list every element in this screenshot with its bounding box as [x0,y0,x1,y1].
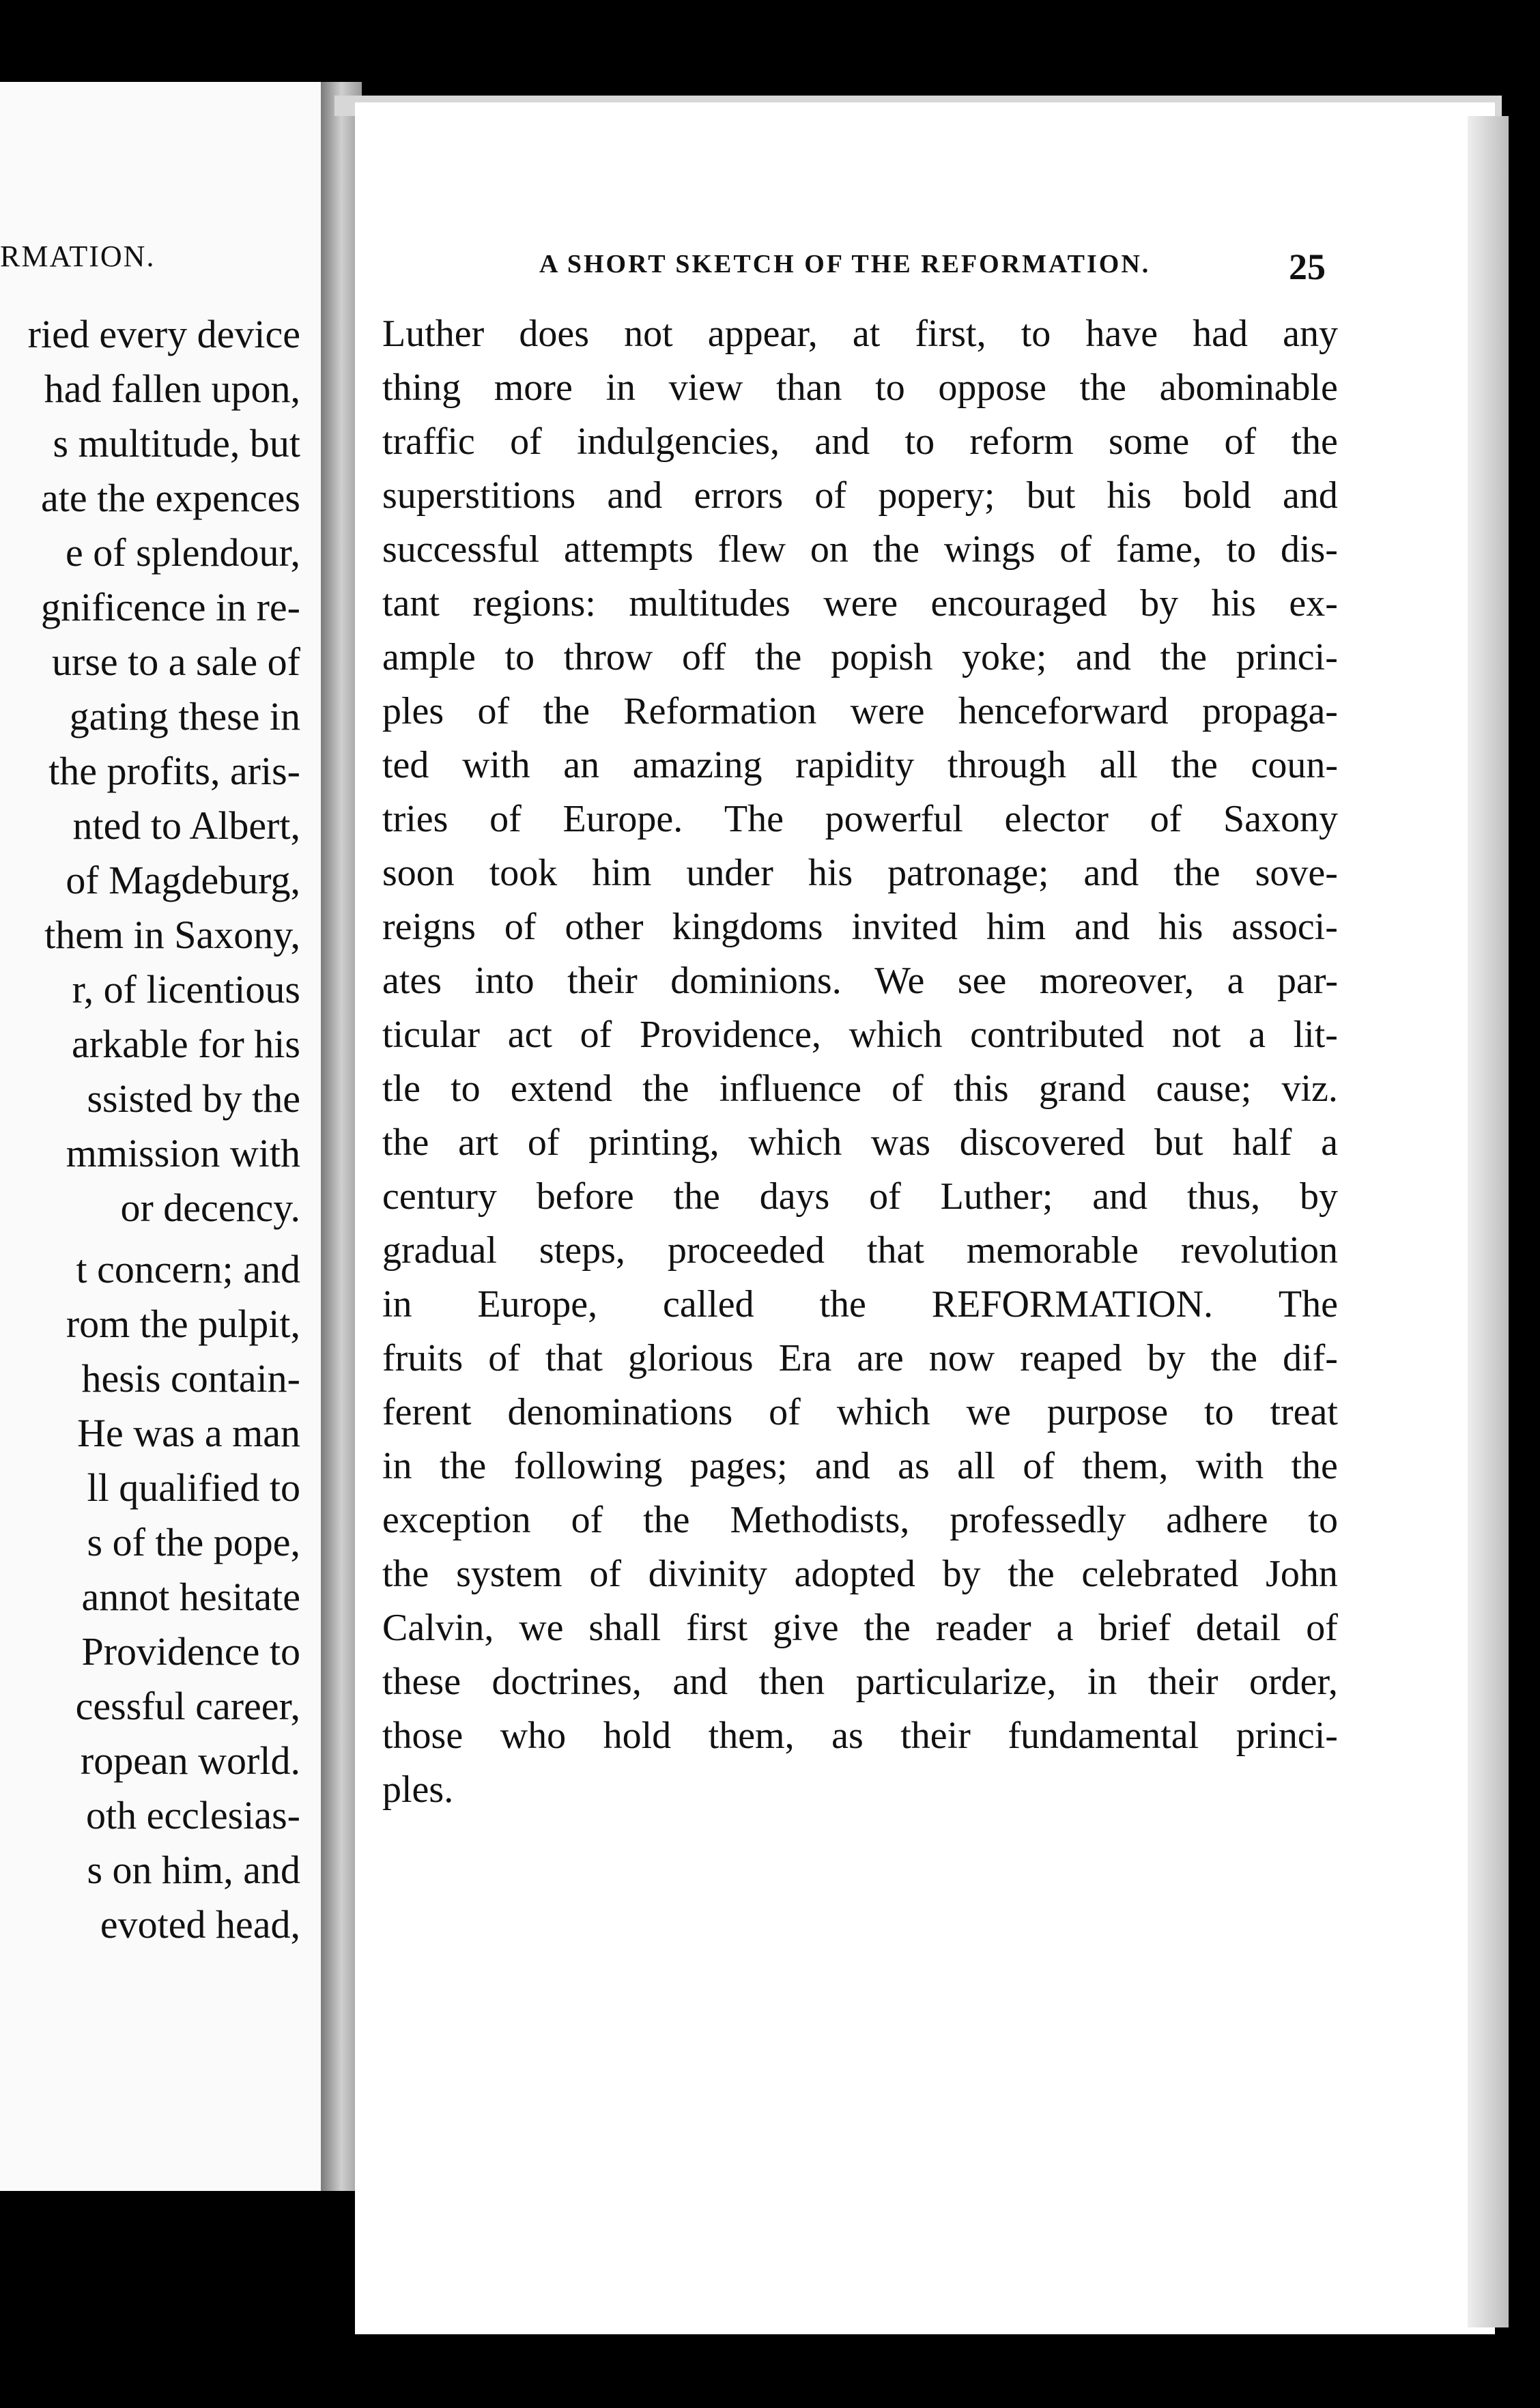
left-text-line: s of the pope, [87,1520,300,1564]
left-text-line: the profits, aris- [48,749,300,793]
text-line: ample to throw off the popish yoke; and the princi- [382,636,1338,678]
running-head: A SHORT SKETCH OF THE REFORMATION. [539,250,1151,278]
left-text-line: ssisted by the [87,1076,300,1121]
text-line: gradual steps, proceeded that memorable revolution [382,1229,1338,1272]
left-text-line: t concern; and [76,1247,300,1291]
text-line: successful attempts flew on the wings of fame, to dis- [382,528,1338,571]
left-running-head: RMATION. [0,240,156,273]
left-text-line: them in Saxony, [44,913,300,957]
text-line: Luther does not appear, at first, to have had any [382,313,1338,355]
page-edge-right [1468,116,1509,2327]
text-line: the art of printing, which was discovered but half a [382,1121,1338,1164]
text-line: ferent denominations of which we purpose to treat [382,1391,1338,1433]
left-text-line: or decency. [120,1186,300,1230]
left-text-line: had fallen upon, [44,367,300,411]
text-line: Calvin, we shall first give the reader a brief detail of [382,1607,1338,1649]
text-line: in the following pages; and as all of them, with the [382,1445,1338,1487]
text-line: thing more in view than to oppose the abominable [382,367,1338,409]
left-text-line: e of splendour, [66,530,300,575]
text-line: ted with an amazing rapidity through all the coun- [382,744,1338,786]
text-line: ples of the Reformation were henceforward propaga- [382,690,1338,732]
left-text-line: ll qualified to [87,1465,300,1510]
left-text-line: s on him, and [87,1848,300,1892]
left-text-line: rom the pulpit, [66,1302,300,1346]
left-text-line: s multitude, but [53,421,300,465]
text-line: ples. [382,1768,454,1811]
left-text-line: nted to Albert, [72,803,300,848]
text-line: ticular act of Providence, which contributed not a lit- [382,1014,1338,1056]
left-text-line: ate the expences [40,476,300,520]
left-text-line: r, of licentious [72,967,300,1012]
left-text-line: oth ecclesias- [85,1793,300,1837]
text-line: tries of Europe. The powerful elector of Saxony [382,798,1338,840]
text-line: ates into their dominions. We see moreover, a par- [382,960,1338,1002]
left-text-line: ropean world. [80,1738,300,1783]
text-line: the system of divinity adopted by the celebrated John [382,1553,1338,1595]
left-text-line: evoted head, [100,1902,300,1947]
left-text-line: mmission with [66,1131,300,1175]
text-line: soon took him under his patronage; and the sove- [382,852,1338,894]
left-text-line: He was a man [77,1411,300,1455]
left-text-line: Providence to [81,1629,300,1674]
left-text-block [0,307,300,1952]
left-text-line: arkable for his [72,1022,300,1066]
text-line: fruits of that glorious Era are now reaped by the dif- [382,1337,1338,1379]
text-line: reigns of other kingdoms invited him and his associ- [382,906,1338,948]
left-text-line: gnificence in re- [40,585,300,629]
text-line: superstitions and errors of popery; but his bold and [382,474,1338,517]
text-line: these doctrines, and then particularize, in their order, [382,1661,1338,1703]
left-text-line: hesis contain- [81,1356,300,1401]
text-line: in Europe, called the REFORMATION. The [382,1283,1338,1325]
text-line: tant regions: multitudes were encouraged by his ex- [382,582,1338,625]
page-number: 25 [1289,246,1326,287]
body-text [382,307,1338,1817]
text-line: those who hold them, as their fundamental princi- [382,1715,1338,1757]
left-text-line: ried every device [27,312,300,356]
text-line: tle to extend the influence of this grand cause; viz. [382,1067,1338,1110]
text-line: traffic of indulgencies, and to reform some of the [382,420,1338,463]
text-line: century before the days of Luther; and thus, by [382,1175,1338,1218]
left-page [0,82,321,2191]
left-text-line: of Magdeburg, [66,858,300,902]
text-line: exception of the Methodists, professedly adhere to [382,1499,1338,1541]
left-text-line: cessful career, [75,1684,300,1728]
left-text-line: urse to a sale of [52,640,300,684]
left-text-line: gating these in [69,694,300,739]
left-text-line: annot hesitate [81,1575,300,1619]
